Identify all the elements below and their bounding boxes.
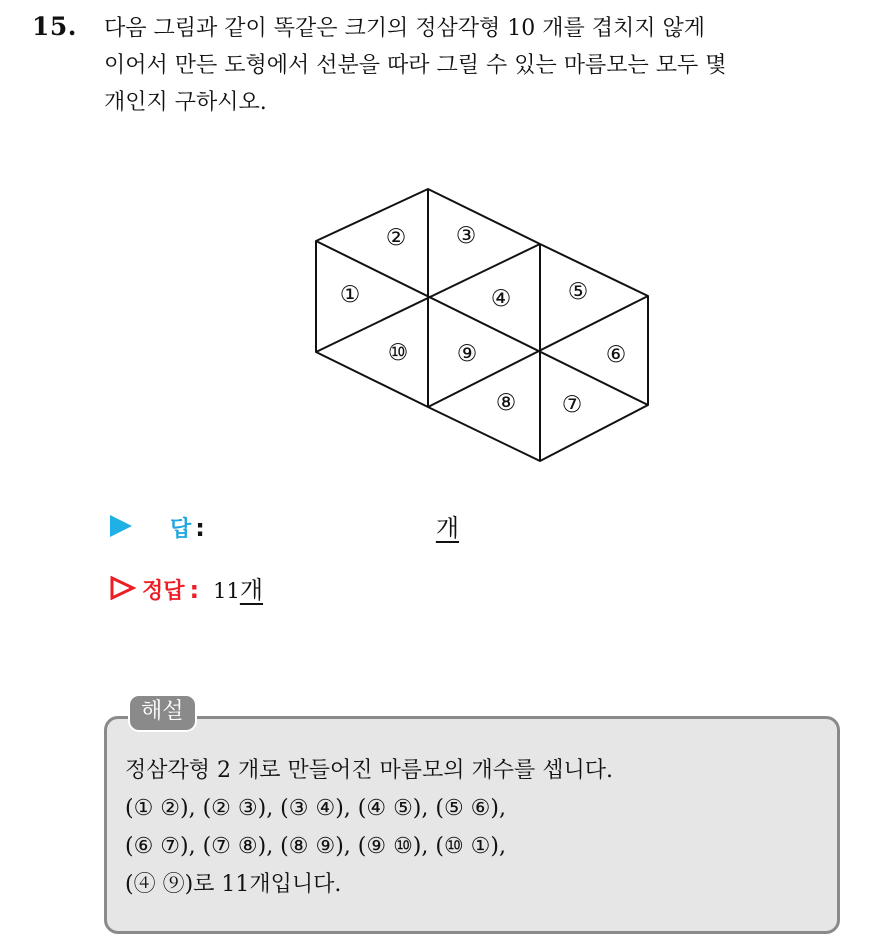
triangle-label-3: ③: [455, 223, 477, 249]
triangle-label-1: ①: [339, 282, 361, 308]
question-number: 15.: [32, 12, 77, 41]
answer-label: 답: [170, 517, 192, 542]
correct-answer-unit: 개: [239, 576, 264, 604]
answer-row: [110, 508, 459, 543]
triangle-label-6: ⑥: [605, 342, 627, 368]
correct-answer-label: 정답: [142, 579, 185, 604]
triangle-label-2: ②: [385, 225, 407, 251]
question-line: 이어서 만든 도형에서 선분을 따라 그릴 수 있는 마름모는 모두 몇: [104, 53, 727, 78]
triangle-label-5: ⑤: [567, 279, 589, 305]
question-line: 개인지 구하시오.: [104, 90, 267, 115]
question-line: 다음 그림과 같이 똑같은 크기의 정삼각형 10 개를 겹치지 않게: [104, 16, 705, 41]
triangle-label-4: ④: [490, 286, 512, 312]
triangle-label-7: ⑦: [561, 392, 583, 418]
triangle-label-9: ⑨: [456, 341, 478, 367]
answer-unit: 개: [435, 514, 460, 542]
correct-answer-row: [110, 570, 263, 605]
explanation-text: [125, 752, 825, 904]
correct-answer-value: 11: [213, 579, 240, 603]
explanation-line: (① ②), (② ③), (③ ④), (④ ⑤), (⑤ ⑥),: [125, 796, 506, 821]
explanation-tag: 해설: [128, 694, 197, 732]
explanation-line: (⑥ ⑦), (⑦ ⑧), (⑧ ⑨), (⑨ ⑩), (⑩ ①),: [125, 834, 506, 859]
triangle-label-8: ⑧: [495, 390, 517, 416]
triangle-label-10: ⑩: [387, 340, 409, 366]
explanation-line: 정삼각형 2 개로 만들어진 마름모의 개수를 셉니다.: [125, 758, 613, 783]
outline-triangle-icon: [110, 576, 136, 600]
answer-colon: :: [195, 514, 205, 542]
explanation-line: (④ ⑨)로 11개입니다.: [125, 872, 342, 897]
play-triangle-icon: [110, 515, 132, 537]
figure-outline: [316, 189, 648, 461]
correct-answer-colon: :: [189, 576, 200, 604]
